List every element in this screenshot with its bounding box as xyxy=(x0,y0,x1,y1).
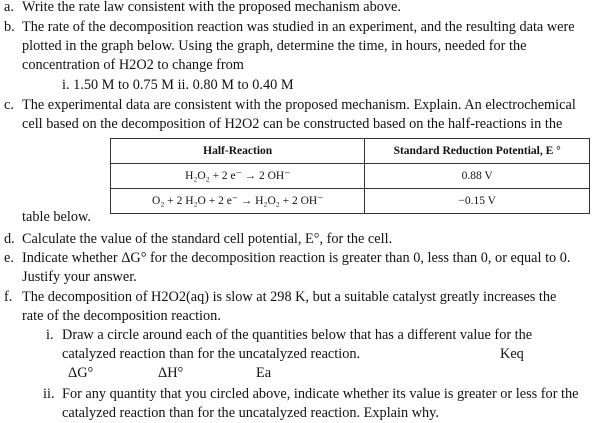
reaction-cell: O₂ + 2 H₂O + 2 e⁻ → H₂O₂ + 2 OH⁻ xyxy=(111,189,365,214)
item-f-ii-line-1: For any quantity that you circled above, indicate whether its value is greater or less for the xyxy=(62,386,579,402)
quantity-delta-g: ΔG° xyxy=(68,365,94,381)
potential-cell: 0.88 V xyxy=(365,164,590,189)
item-a-text: Write the rate law consistent with the proposed mechanism above. xyxy=(22,0,401,15)
table-row xyxy=(111,164,590,189)
item-f-line-1: The decomposition of H2O2(aq) is slow at 298 K, but a suitable catalyst greatly increases the xyxy=(22,289,557,305)
item-c-line-2: cell based on the decomposition of H2O2 can be constructed based on the half-reactions in the xyxy=(22,116,563,132)
item-f-i-line-2: catalyzed reaction than for the uncatalyzed reaction. xyxy=(62,346,361,362)
item-f-i-line-1: Draw a circle around each of the quantities below that has a different value for the xyxy=(62,327,533,343)
item-f-i-label: i. xyxy=(46,327,54,343)
quantity-delta-h: ΔH° xyxy=(158,365,184,381)
item-b-label: b. xyxy=(4,19,15,35)
item-f-ii-line-2: catalyzed reaction than for the uncatalyzed reaction. Explain why. xyxy=(62,405,439,421)
item-e-label: e. xyxy=(4,250,14,266)
item-f-label: f. xyxy=(4,289,13,305)
table-header-row xyxy=(111,139,590,164)
table-row xyxy=(111,189,590,214)
item-f-line-2: rate of the decomposition reaction. xyxy=(22,308,221,324)
header-potential: Standard Reduction Potential, E ° xyxy=(365,139,590,164)
item-b-line-3: concentration of H2O2 to change from xyxy=(22,57,244,73)
item-e-line-2: Justify your answer. xyxy=(22,269,137,285)
quantity-keq: Keq xyxy=(500,346,524,362)
header-half-reaction: Half-Reaction xyxy=(111,139,365,164)
item-c-label: c. xyxy=(4,97,14,113)
item-b-line-1: The rate of the decomposition reaction was studied in an experiment, and the resulting data were xyxy=(22,19,575,35)
item-f-ii-label: ii. xyxy=(43,386,55,402)
item-b-sub: i. 1.50 M to 0.75 M ii. 0.80 M to 0.40 M xyxy=(62,77,294,93)
reaction-cell: H₂O₂ + 2 e⁻ → 2 OH⁻ xyxy=(111,164,365,189)
item-e-line-1: Indicate whether ΔG° for the decomposition reaction is greater than 0, less than 0, or equal to 0. xyxy=(22,250,571,266)
item-d-label: d. xyxy=(4,231,15,247)
item-d-text: Calculate the value of the standard cell potential, E°, for the cell. xyxy=(22,231,393,247)
item-c-line-1: The experimental data are consistent with the proposed mechanism. Explain. An electrochemical xyxy=(22,97,576,113)
item-c-after-table: table below. xyxy=(22,209,91,225)
quantity-ea: Ea xyxy=(256,365,272,381)
item-a-label: a. xyxy=(4,0,14,15)
item-b-line-2: plotted in the graph below. Using the graph, determine the time, in hours, needed for the xyxy=(22,38,527,54)
half-reaction-table xyxy=(110,138,590,214)
potential-cell: −0.15 V xyxy=(365,189,590,214)
